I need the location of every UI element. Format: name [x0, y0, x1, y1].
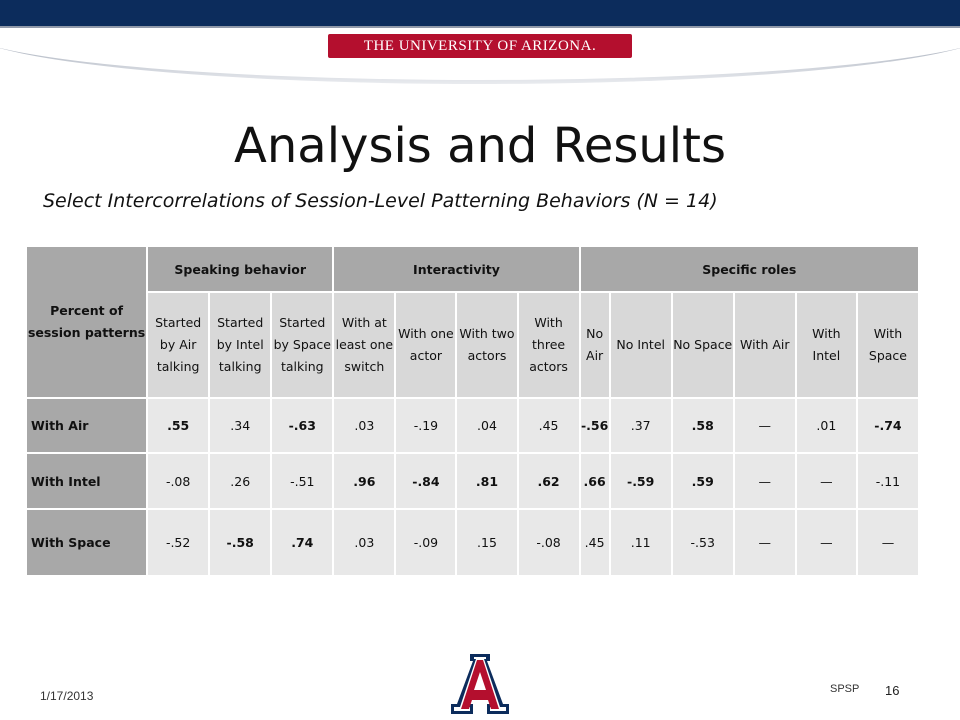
column-header: With at least one switch: [333, 292, 395, 398]
column-header: With Air: [734, 292, 796, 398]
table-cell: .58: [672, 398, 734, 453]
table-cell: .81: [456, 453, 517, 509]
table-cell: .04: [456, 398, 517, 453]
column-header: No Space: [672, 292, 734, 398]
column-header: With Intel: [796, 292, 857, 398]
table-cell: .45: [580, 509, 610, 576]
slide-subtitle: Select Intercorrelations of Session-Level Patterning Behaviors (N = 14): [43, 190, 718, 212]
table-cell: -.58: [209, 509, 271, 576]
column-header: With Space: [857, 292, 919, 398]
page-number: 16: [885, 683, 900, 698]
table-cell: -.52: [147, 509, 209, 576]
table-cell: -.63: [271, 398, 333, 453]
table-cell: .03: [333, 509, 395, 576]
column-header: Started by Intel talking: [209, 292, 271, 398]
table-row: [26, 398, 919, 453]
footer-organization: SPSP: [830, 683, 860, 695]
table-body: [26, 398, 919, 576]
column-header: With two actors: [456, 292, 517, 398]
table-cell: .96: [333, 453, 395, 509]
column-header-row: [26, 292, 919, 398]
table-cell: .74: [271, 509, 333, 576]
table-cell: .37: [610, 398, 672, 453]
table-cell: —: [734, 398, 796, 453]
table-cell: .45: [518, 398, 580, 453]
table-cell: -.51: [271, 453, 333, 509]
table-cell: -.11: [857, 453, 919, 509]
table-cell: -.59: [610, 453, 672, 509]
arizona-logo-icon: [443, 652, 517, 716]
table-cell: -.53: [672, 509, 734, 576]
table-cell: —: [796, 509, 857, 576]
column-header: With one actor: [395, 292, 456, 398]
table-cell: —: [796, 453, 857, 509]
table-cell: -.84: [395, 453, 456, 509]
table-cell: -.08: [518, 509, 580, 576]
table-cell: .01: [796, 398, 857, 453]
table-cell: -.08: [147, 453, 209, 509]
table-cell: —: [734, 509, 796, 576]
table-cell: —: [734, 453, 796, 509]
table-row: [26, 453, 919, 509]
table-row: [26, 509, 919, 576]
table-corner-header: Percent of session patterns: [26, 246, 147, 398]
column-header: With three actors: [518, 292, 580, 398]
table-cell: .55: [147, 398, 209, 453]
table-cell: -.56: [580, 398, 610, 453]
table-cell: .11: [610, 509, 672, 576]
table-cell: .34: [209, 398, 271, 453]
table-cell: —: [857, 509, 919, 576]
row-label: With Intel: [26, 453, 147, 509]
column-header: Started by Air talking: [147, 292, 209, 398]
column-header: No Air: [580, 292, 610, 398]
table-cell: -.09: [395, 509, 456, 576]
row-label: With Air: [26, 398, 147, 453]
university-wordmark: THE UNIVERSITY OF ARIZONA.: [363, 38, 597, 54]
group-header-roles: Specific roles: [580, 246, 919, 292]
table-cell: .26: [209, 453, 271, 509]
table-cell: .62: [518, 453, 580, 509]
column-header: No Intel: [610, 292, 672, 398]
correlation-table: [25, 245, 920, 577]
table-cell: .66: [580, 453, 610, 509]
footer-date: 1/17/2013: [40, 689, 94, 703]
group-header-speaking: Speaking behavior: [147, 246, 333, 292]
column-header: Started by Space talking: [271, 292, 333, 398]
table-cell: -.19: [395, 398, 456, 453]
header-banner: [0, 0, 960, 84]
table-cell: .59: [672, 453, 734, 509]
group-header-interactivity: Interactivity: [333, 246, 579, 292]
row-label: With Space: [26, 509, 147, 576]
slide-title: Analysis and Results: [234, 118, 726, 174]
table-cell: .03: [333, 398, 395, 453]
table-cell: .15: [456, 509, 517, 576]
table-cell: -.74: [857, 398, 919, 453]
